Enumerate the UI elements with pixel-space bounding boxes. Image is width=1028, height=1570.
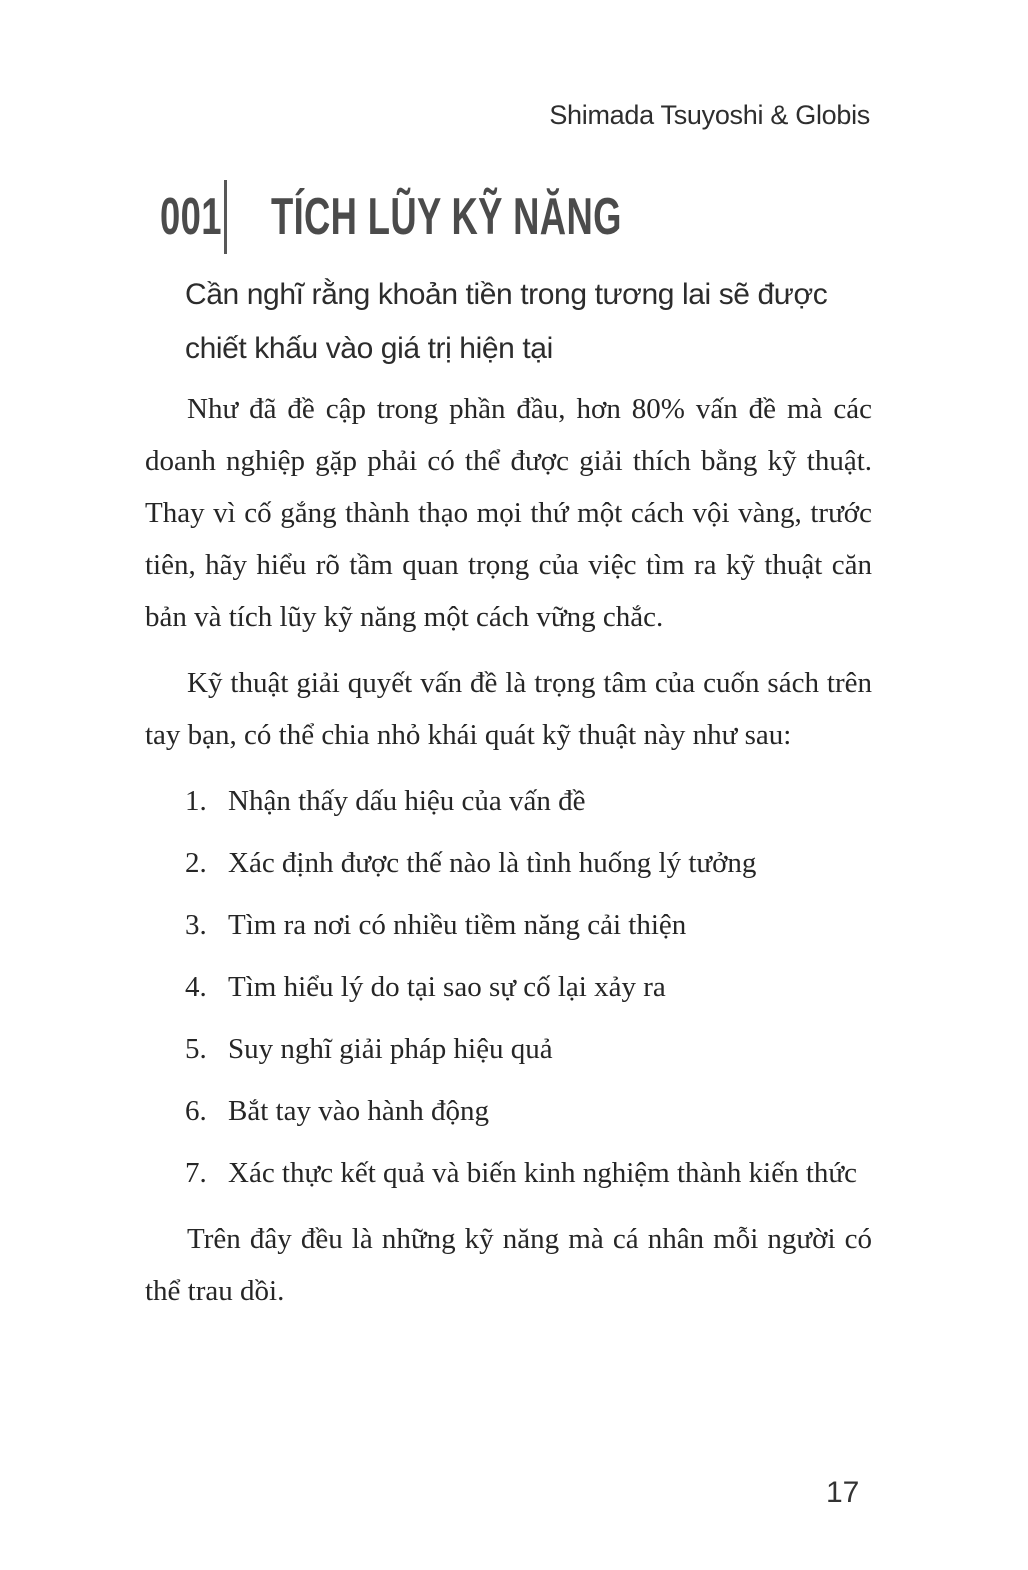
list-item [145, 899, 872, 951]
chapter-number: 001 [160, 188, 222, 246]
list-item-text: Nhận thấy dấu hiệu của vấn đề [228, 785, 586, 817]
list-item [145, 1147, 872, 1199]
list-item-text: Suy nghĩ giải pháp hiệu quả [228, 1033, 553, 1065]
body-paragraph-2: Kỹ thuật giải quyết vấn đề là trọng tâm của cuốn sách trên tay bạn, có thể chia nhỏ khái quát kỹ thuật này như sau: [145, 667, 872, 751]
list-item-text: Bắt tay vào hành động [228, 1095, 489, 1127]
running-header: Shimada Tsuyoshi & Globis [549, 100, 870, 130]
list-item-number: 3. [185, 909, 207, 941]
list-item-number: 7. [185, 1157, 207, 1189]
list-item-text: Xác thực kết quả và biến kinh nghiệm thành kiến thức [228, 1157, 857, 1189]
list-item-number: 1. [185, 785, 207, 817]
body-paragraph-1: Như đã đề cập trong phần đầu, hơn 80% vấn đề mà các doanh nghiệp gặp phải có thể được giải thích bằng kỹ thuật. Thay vì cố gắng thành thạo mọi thứ một cách vội vàng, trước tiên, hãy hiểu rõ tầm quan trọng của việc tìm ra kỹ thuật căn bản và tích lũy kỹ năng một cách vững chắc. [145, 393, 872, 633]
list-item-text: Tìm hiểu lý do tại sao sự cố lại xảy ra [228, 971, 666, 1003]
list-item [145, 1085, 872, 1137]
list-item-text: Xác định được thế nào là tình huống lý tưởng [228, 847, 757, 879]
chapter-subtitle: Cần nghĩ rằng khoản tiền trong tương lai sẽ được chiết khấu vào giá trị hiện tại [185, 278, 828, 365]
chapter-heading [160, 178, 772, 256]
numbered-list [145, 775, 872, 1199]
list-item-number: 6. [185, 1095, 207, 1127]
body-text-column [145, 383, 872, 1331]
list-item [145, 775, 872, 827]
list-item [145, 961, 872, 1013]
list-item [145, 1023, 872, 1075]
list-item [145, 837, 872, 889]
chapter-divider-rule [224, 180, 227, 254]
list-item-number: 5. [185, 1033, 207, 1065]
chapter-title: TÍCH LŨY KỸ NĂNG [271, 188, 623, 246]
body-paragraph-3: Trên đây đều là những kỹ năng mà cá nhân mỗi người có thể trau dồi. [145, 1223, 872, 1307]
list-item-number: 4. [185, 971, 207, 1003]
list-item-text: Tìm ra nơi có nhiều tiềm năng cải thiện [228, 909, 687, 941]
list-item-number: 2. [185, 847, 207, 879]
page-number: 17 [826, 1476, 860, 1509]
